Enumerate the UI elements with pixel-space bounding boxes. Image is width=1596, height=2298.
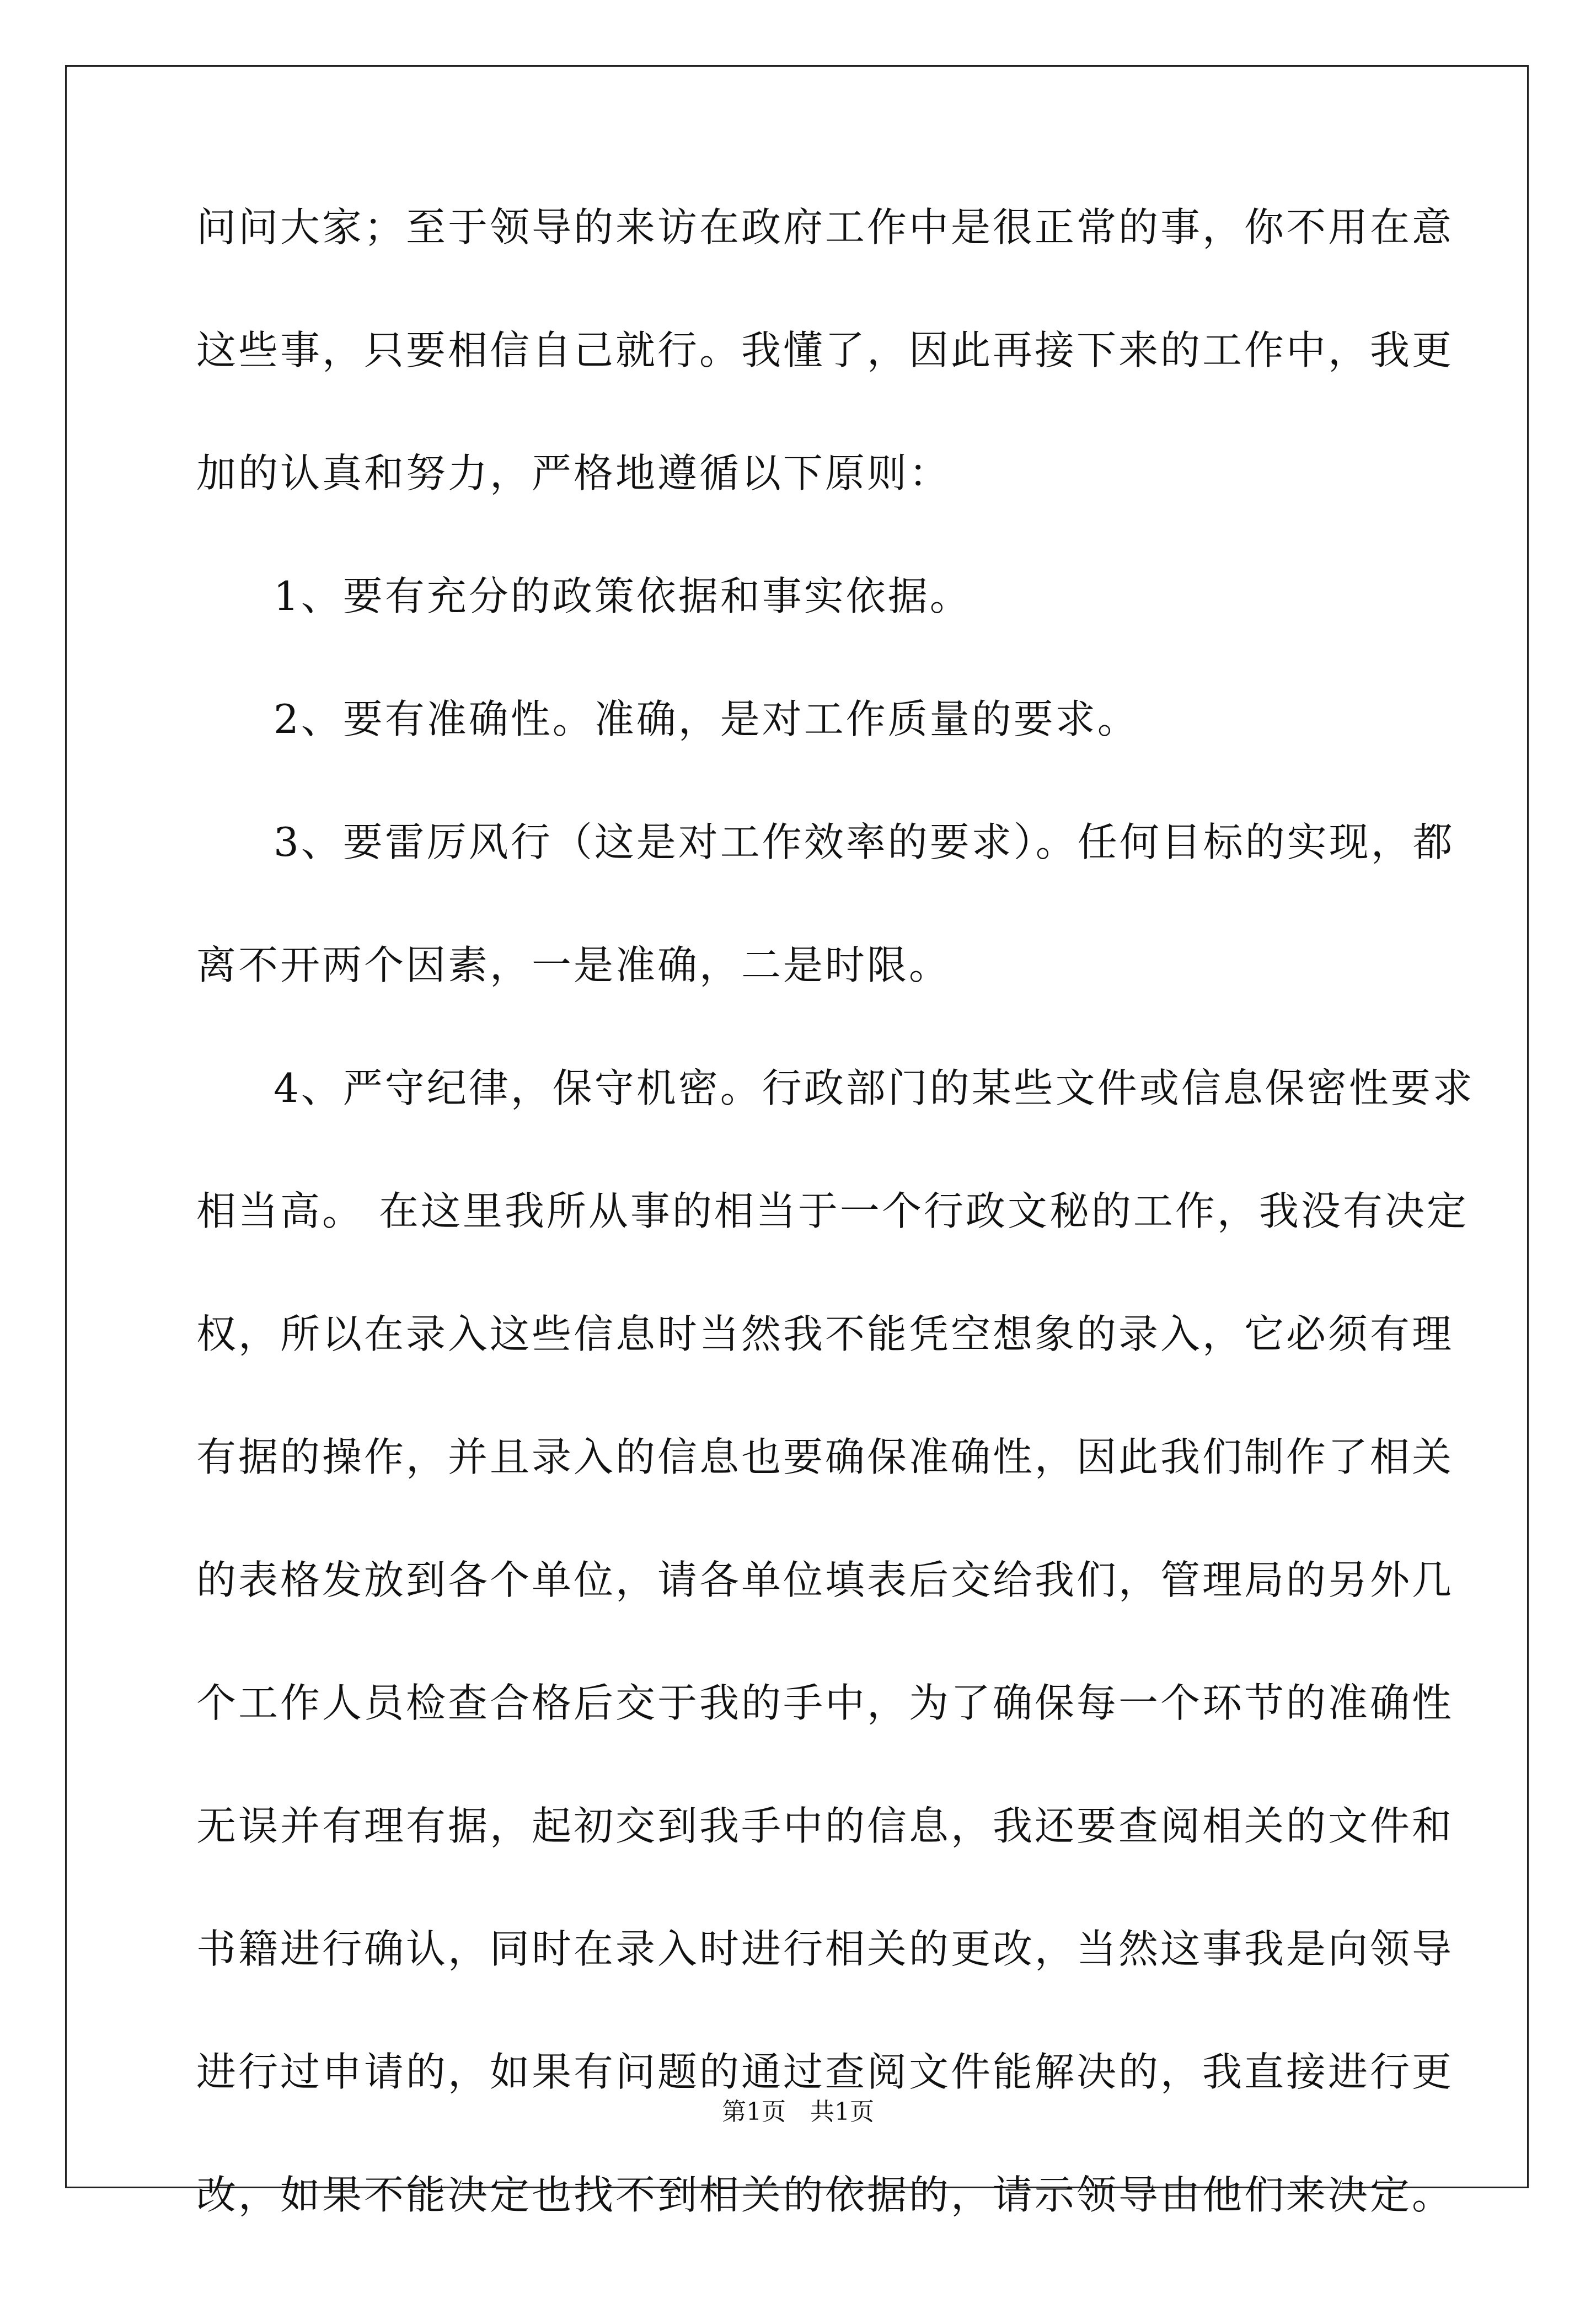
list-item-2: 2、要有准确性。准确，是对工作质量的要求。 (274, 696, 1139, 742)
page-number-footer: 第1页 共1页 (722, 2098, 874, 2126)
body-line: 进行过申请的，如果有问题的通过查阅文件能解决的，我直接进行更 (196, 2049, 1454, 2095)
document-body (196, 204, 1475, 2298)
body-line: 加的认真和努力，严格地遵循以下原则： (196, 450, 951, 496)
body-line: 相当高。 在这里我所从事的相当于一个行政文秘的工作，我没有决定 (196, 1188, 1469, 1234)
list-item-3: 3、要雷厉风行（这是对工作效率的要求）。任何目标的实现，都 (274, 819, 1455, 865)
body-line: 这些事，只要相信自己就行。我懂了，因此再接下来的工作中，我更 (196, 327, 1454, 373)
body-line: 个工作人员检查合格后交于我的手中，为了确保每一个环节的准确性 (196, 1680, 1454, 1726)
list-item-4: 4、严守纪律，保守机密。行政部门的某些文件或信息保密性要求 (274, 1065, 1475, 1111)
list-item-1: 1、要有充分的政策依据和事实依据。 (274, 573, 972, 619)
body-line: 改，如果不能决定也找不到相关的依据的，请示领导由他们来决定。 (196, 2172, 1454, 2218)
body-line: 无误并有理有据，起初交到我手中的信息，我还要查阅相关的文件和 (196, 1803, 1454, 1849)
body-line: 问问大家；至于领导的来访在政府工作中是很正常的事，你不用在意 (196, 204, 1454, 250)
body-line: 书籍进行确认，同时在录入时进行相关的更改，当然这事我是向领导 (196, 1926, 1454, 1972)
body-line: 离不开两个因素，一是准确，二是时限。 (196, 942, 951, 988)
body-line: 权，所以在录入这些信息时当然我不能凭空想象的录入，它必须有理 (196, 1311, 1454, 1357)
body-line: 有据的操作，并且录入的信息也要确保准确性，因此我们制作了相关 (196, 1434, 1454, 1480)
body-line: 的表格发放到各个单位，请各单位填表后交给我们，管理局的另外几 (196, 1557, 1454, 1603)
